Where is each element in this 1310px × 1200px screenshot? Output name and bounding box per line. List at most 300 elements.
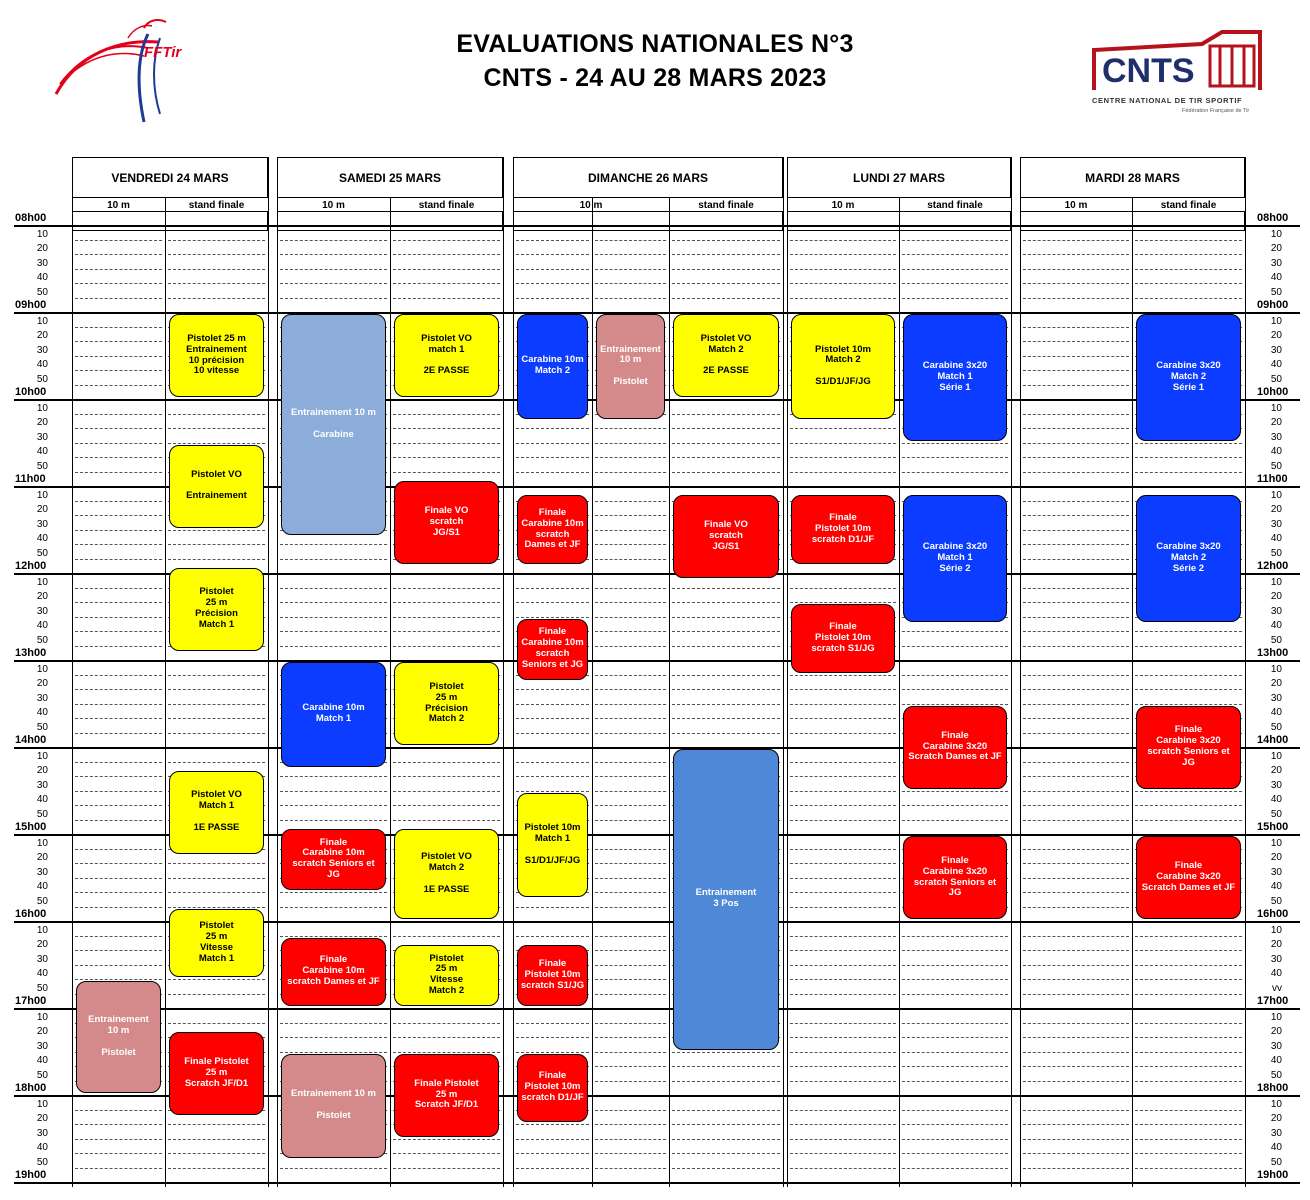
- minute-label-left: 20: [36, 417, 48, 428]
- minute-line: [1023, 733, 1129, 734]
- schedule-event[interactable]: Entrainement 3 Pos: [673, 749, 779, 1050]
- minute-line: [672, 1081, 780, 1082]
- minute-line: [672, 1139, 780, 1140]
- column-divider: [1132, 198, 1133, 1187]
- minute-line: [1023, 283, 1129, 284]
- minute-label-right: 20: [1270, 330, 1282, 341]
- minute-label-left: 40: [36, 533, 48, 544]
- fftir-logo-text: FFTir: [144, 44, 182, 61]
- schedule-event[interactable]: Entrainement 10 m Pistolet: [596, 314, 665, 419]
- schedule-event[interactable]: Carabine 3x20 Match 1 Série 2: [903, 495, 1007, 622]
- schedule-event[interactable]: Finale Pistolet 25 m Scratch JF/D1: [394, 1054, 499, 1137]
- minute-line: [75, 298, 162, 299]
- minute-line: [393, 1037, 500, 1038]
- minute-line: [672, 1052, 780, 1053]
- minute-line: [75, 588, 162, 589]
- minute-line: [595, 675, 666, 676]
- schedule-event[interactable]: Finale Pistolet 25 m Scratch JF/D1: [169, 1032, 264, 1115]
- minute-line: [1023, 269, 1129, 270]
- minute-line: [595, 631, 666, 632]
- minute-line: [1023, 892, 1129, 893]
- minute-label-left: 20: [36, 504, 48, 515]
- minute-line: [595, 269, 666, 270]
- schedule-event[interactable]: Carabine 3x20 Match 2 Série 2: [1136, 495, 1241, 622]
- hour-label-left: 17h00: [15, 995, 47, 1007]
- minute-line: [168, 443, 265, 444]
- minute-line: [790, 1037, 896, 1038]
- schedule-event[interactable]: Pistolet VO match 1 2E PASSE: [394, 314, 499, 397]
- cnts-logo-text: CNTS: [1102, 52, 1195, 90]
- minute-line: [1023, 675, 1129, 676]
- minute-line: [1023, 907, 1129, 908]
- day-header: VENDREDI 24 MARS: [72, 157, 268, 198]
- minute-line: [902, 689, 1008, 690]
- day-header: SAMEDI 25 MARS: [277, 157, 503, 198]
- minute-label-right: vv: [1272, 982, 1282, 994]
- day-header: LUNDI 27 MARS: [787, 157, 1011, 198]
- minute-line: [595, 254, 666, 255]
- schedule-event[interactable]: Finale Carabine 3x20 scratch Seniors et JG: [903, 836, 1007, 919]
- minute-label-right: 10: [1270, 576, 1282, 588]
- schedule-event[interactable]: Carabine 10m Match 2: [517, 314, 588, 419]
- schedule-event[interactable]: Pistolet VO Match 2 2E PASSE: [673, 314, 779, 397]
- minute-label-right: 40: [1270, 1055, 1282, 1066]
- minute-line: [393, 1168, 500, 1169]
- minute-line: [516, 457, 589, 458]
- minute-label-left: 50: [36, 895, 48, 907]
- minute-line: [280, 1023, 387, 1024]
- minute-label-right: 50: [1270, 460, 1282, 472]
- minute-line: [168, 907, 265, 908]
- minute-line: [168, 240, 265, 241]
- schedule-event[interactable]: Pistolet 25 m Précision Match 1: [169, 568, 264, 651]
- minute-label-right: 20: [1270, 1026, 1282, 1037]
- column-divider: [592, 198, 593, 1187]
- minute-label-left: 40: [36, 968, 48, 979]
- minute-line: [1135, 1037, 1242, 1038]
- schedule-event[interactable]: Pistolet VO Match 2 1E PASSE: [394, 829, 499, 919]
- minute-label-right: 40: [1270, 359, 1282, 370]
- minute-label-right: 10: [1270, 315, 1282, 327]
- minute-line: [516, 733, 589, 734]
- minute-line: [75, 617, 162, 618]
- minute-line: [790, 254, 896, 255]
- hour-label-left: 18h00: [15, 1082, 47, 1094]
- schedule-event[interactable]: Finale Carabine 3x20 Scratch Dames et JF: [1136, 836, 1241, 919]
- schedule-event[interactable]: Entrainement 10 m Carabine: [281, 314, 386, 535]
- minute-label-left: 40: [36, 1142, 48, 1153]
- minute-label-left: 10: [36, 837, 48, 849]
- minute-line: [902, 646, 1008, 647]
- minute-line: [595, 1023, 666, 1024]
- minute-line: [1135, 1023, 1242, 1024]
- minute-label-right: 40: [1270, 1142, 1282, 1153]
- minute-line: [516, 602, 589, 603]
- minute-line: [168, 1168, 265, 1169]
- minute-line: [790, 1153, 896, 1154]
- schedule-event[interactable]: Entrainement 10 m Pistolet: [281, 1054, 386, 1159]
- minute-line: [595, 646, 666, 647]
- minute-line: [790, 602, 896, 603]
- minute-line: [595, 240, 666, 241]
- schedule-event[interactable]: Pistolet 25 m Entrainement 10 précision 10 vitesse: [169, 314, 264, 397]
- minute-label-right: 10: [1270, 1011, 1282, 1023]
- minute-line: [280, 820, 387, 821]
- minute-line: [595, 428, 666, 429]
- minute-label-right: 20: [1270, 1113, 1282, 1124]
- minute-line: [168, 878, 265, 879]
- minute-line: [516, 689, 589, 690]
- minute-line: [1135, 791, 1242, 792]
- minute-line: [168, 1124, 265, 1125]
- hour-label-right: 08h00: [1257, 212, 1289, 224]
- schedule-event[interactable]: Carabine 3x20 Match 1 Série 1: [903, 314, 1007, 441]
- minute-label-left: 10: [36, 576, 48, 588]
- minute-label-right: 50: [1270, 1069, 1282, 1081]
- minute-label-left: 20: [36, 852, 48, 863]
- minute-line: [280, 892, 387, 893]
- subcolumn-header-stand-finale: stand finale: [188, 200, 245, 211]
- minute-line: [75, 1124, 162, 1125]
- schedule-event[interactable]: Pistolet 25 m Vitesse Match 2: [394, 945, 499, 1006]
- minute-line: [595, 704, 666, 705]
- minute-line: [393, 443, 500, 444]
- minute-line: [902, 950, 1008, 951]
- minute-line: [516, 718, 589, 719]
- minute-line: [1023, 776, 1129, 777]
- minute-label-left: 30: [36, 1040, 48, 1052]
- schedule-event[interactable]: Finale VO scratch JG/S1: [673, 495, 779, 578]
- minute-line: [672, 443, 780, 444]
- schedule-event[interactable]: Entrainement 10 m Pistolet: [76, 981, 161, 1093]
- subcolumn-header-10m: 10 m: [107, 200, 130, 211]
- minute-line: [672, 428, 780, 429]
- minute-line: [1135, 994, 1242, 995]
- minute-line: [790, 863, 896, 864]
- schedule-event[interactable]: Finale Pistolet 10m scratch D1/JF: [517, 1054, 588, 1123]
- minute-line: [595, 878, 666, 879]
- schedule-event[interactable]: Carabine 3x20 Match 2 Série 1: [1136, 314, 1241, 441]
- minute-line: [168, 254, 265, 255]
- minute-label-left: 40: [36, 794, 48, 805]
- minute-label-right: 20: [1270, 852, 1282, 863]
- minute-line: [393, 298, 500, 299]
- minute-line: [790, 762, 896, 763]
- schedule-event[interactable]: Finale Carabine 3x20 Scratch Dames et JF: [903, 706, 1007, 789]
- minute-line: [790, 704, 896, 705]
- minute-label-right: 30: [1270, 779, 1282, 791]
- minute-label-left: 40: [36, 707, 48, 718]
- minute-line: [280, 588, 387, 589]
- minute-line: [790, 849, 896, 850]
- minute-line: [75, 501, 162, 502]
- minute-line: [790, 878, 896, 879]
- minute-line: [75, 965, 162, 966]
- minute-label-left: 50: [36, 634, 48, 646]
- minute-line: [75, 631, 162, 632]
- minute-line: [75, 892, 162, 893]
- minute-line: [1023, 791, 1129, 792]
- minute-line: [790, 805, 896, 806]
- minute-label-left: 10: [36, 402, 48, 414]
- subcolumn-header-stand-finale: stand finale: [1160, 200, 1217, 211]
- hour-label-right: 14h00: [1257, 734, 1289, 746]
- minute-line: [902, 675, 1008, 676]
- minute-label-right: 50: [1270, 895, 1282, 907]
- schedule-event[interactable]: Finale Carabine 10m scratch Seniors et JG: [281, 829, 386, 890]
- minute-label-left: 50: [36, 1069, 48, 1081]
- minute-label-right: 10: [1270, 750, 1282, 762]
- minute-line: [393, 1052, 500, 1053]
- schedule-event[interactable]: Carabine 10m Match 1: [281, 662, 386, 767]
- schedule-event[interactable]: Pistolet 10m Match 2 S1/D1/JF/JG: [791, 314, 895, 419]
- minute-line: [75, 1110, 162, 1111]
- minute-label-left: 50: [36, 1156, 48, 1168]
- minute-label-left: 40: [36, 881, 48, 892]
- minute-line: [1023, 356, 1129, 357]
- minute-line: [280, 1037, 387, 1038]
- minute-line: [168, 269, 265, 270]
- minute-line: [790, 689, 896, 690]
- minute-line: [595, 892, 666, 893]
- subcolumn-header-10m: 10 m: [579, 200, 603, 211]
- minute-line: [902, 1066, 1008, 1067]
- schedule-event[interactable]: Finale Carabine 10m scratch Dames et JF: [281, 938, 386, 1007]
- minute-line: [902, 965, 1008, 966]
- minute-line: [168, 675, 265, 676]
- minute-label-right: 40: [1270, 794, 1282, 805]
- minute-label-right: 30: [1270, 1127, 1282, 1139]
- minute-line: [393, 776, 500, 777]
- hour-label-left: 08h00: [15, 212, 47, 224]
- minute-line: [280, 631, 387, 632]
- minute-line: [280, 283, 387, 284]
- minute-line: [595, 617, 666, 618]
- minute-line: [75, 675, 162, 676]
- minute-line: [516, 269, 589, 270]
- minute-line: [902, 805, 1008, 806]
- hour-label-left: 11h00: [15, 473, 46, 485]
- minute-label-right: 10: [1270, 489, 1282, 501]
- minute-line: [393, 1139, 500, 1140]
- hour-label-right: 10h00: [1257, 386, 1289, 398]
- schedule-event[interactable]: Pistolet VO Entrainement: [169, 445, 264, 528]
- minute-line: [790, 936, 896, 937]
- minute-line: [595, 457, 666, 458]
- schedule-event[interactable]: Finale Carabine 3x20 scratch Seniors et JG: [1136, 706, 1241, 789]
- minute-line: [1135, 979, 1242, 980]
- schedule-event[interactable]: Finale Carabine 10m scratch Seniors et JG: [517, 619, 588, 680]
- page-title-line1: EVALUATIONS NATIONALES N°3: [456, 30, 854, 58]
- minute-line: [1135, 675, 1242, 676]
- schedule-event[interactable]: Pistolet VO Match 1 1E PASSE: [169, 771, 264, 854]
- minute-label-left: 20: [36, 678, 48, 689]
- hour-label-right: 17h00: [1257, 995, 1289, 1007]
- minute-line: [393, 588, 500, 589]
- minute-line: [1023, 878, 1129, 879]
- hour-label-left: 12h00: [15, 560, 47, 572]
- minute-label-right: 10: [1270, 924, 1282, 936]
- day-header: MARDI 28 MARS: [1020, 157, 1245, 198]
- minute-line: [1023, 965, 1129, 966]
- minute-line: [75, 1139, 162, 1140]
- minute-line: [75, 283, 162, 284]
- minute-line: [672, 718, 780, 719]
- day-header: DIMANCHE 26 MARS: [513, 157, 783, 198]
- minute-line: [75, 704, 162, 705]
- minute-line: [1023, 849, 1129, 850]
- minute-line: [280, 805, 387, 806]
- subcolumn-header-10m: 10 m: [1064, 200, 1088, 211]
- minute-label-left: 50: [36, 721, 48, 733]
- minute-line: [168, 1153, 265, 1154]
- minute-line: [672, 269, 780, 270]
- schedule-event[interactable]: Finale VO scratch JG/S1: [394, 481, 499, 564]
- minute-line: [1135, 298, 1242, 299]
- minute-line: [75, 240, 162, 241]
- minute-label-left: 50: [36, 547, 48, 559]
- schedule-event[interactable]: Finale Pistolet 10m scratch S1/JG: [791, 604, 895, 673]
- minute-line: [393, 617, 500, 618]
- minute-line: [1135, 704, 1242, 705]
- minute-line: [672, 689, 780, 690]
- minute-line: [393, 428, 500, 429]
- minute-line: [75, 805, 162, 806]
- minute-line: [902, 457, 1008, 458]
- minute-line: [790, 298, 896, 299]
- minute-line: [1135, 443, 1242, 444]
- minute-line: [595, 544, 666, 545]
- minute-label-right: 20: [1270, 243, 1282, 254]
- minute-line: [1023, 559, 1129, 560]
- minute-line: [595, 979, 666, 980]
- minute-label-left: 50: [36, 373, 48, 385]
- minute-line: [393, 646, 500, 647]
- schedule-event[interactable]: Pistolet 25 m Précision Match 2: [394, 662, 499, 745]
- minute-line: [595, 805, 666, 806]
- minute-label-left: 20: [36, 1026, 48, 1037]
- minute-line: [393, 269, 500, 270]
- minute-line: [790, 994, 896, 995]
- schedule-event[interactable]: Pistolet 10m Match 1 S1/D1/JF/JG: [517, 793, 588, 898]
- minute-line: [280, 907, 387, 908]
- minute-line: [75, 776, 162, 777]
- minute-line: [280, 1168, 387, 1169]
- minute-label-right: 10: [1270, 228, 1282, 240]
- minute-line: [595, 1168, 666, 1169]
- schedule-event[interactable]: Pistolet 25 m Vitesse Match 1: [169, 909, 264, 978]
- minute-label-right: 50: [1270, 286, 1282, 298]
- minute-line: [672, 631, 780, 632]
- rooster-logo-icon: [48, 14, 228, 126]
- minute-line: [1023, 646, 1129, 647]
- minute-label-right: 30: [1270, 866, 1282, 878]
- minute-line: [516, 1052, 589, 1053]
- minute-label-left: 40: [36, 1055, 48, 1066]
- header-blank-box: [513, 211, 783, 231]
- minute-line: [168, 863, 265, 864]
- hour-label-left: 14h00: [15, 734, 47, 746]
- minute-label-right: 40: [1270, 620, 1282, 631]
- minute-line: [902, 283, 1008, 284]
- schedule-event[interactable]: Finale Pistolet 10m scratch D1/JF: [791, 495, 895, 564]
- minute-line: [516, 283, 589, 284]
- minute-line: [1135, 254, 1242, 255]
- minute-label-right: 20: [1270, 417, 1282, 428]
- minute-line: [1023, 1023, 1129, 1024]
- minute-line: [595, 689, 666, 690]
- minute-line: [75, 414, 162, 415]
- minute-label-right: 10: [1270, 1098, 1282, 1110]
- subcolumn-header-10m: 10 m: [322, 200, 345, 211]
- minute-line: [393, 602, 500, 603]
- minute-line: [902, 631, 1008, 632]
- minute-line: [1135, 1124, 1242, 1125]
- minute-label-right: 30: [1270, 344, 1282, 356]
- minute-line: [1135, 1153, 1242, 1154]
- minute-line: [672, 457, 780, 458]
- minute-label-right: 10: [1270, 837, 1282, 849]
- minute-line: [902, 472, 1008, 473]
- minute-line: [75, 791, 162, 792]
- minute-line: [75, 559, 162, 560]
- minute-line: [393, 791, 500, 792]
- minute-line: [393, 472, 500, 473]
- minute-line: [168, 559, 265, 560]
- minute-line: [790, 269, 896, 270]
- minute-label-left: 40: [36, 620, 48, 631]
- minute-label-left: 30: [36, 605, 48, 617]
- minute-line: [168, 530, 265, 531]
- minute-line: [75, 950, 162, 951]
- minute-line: [1023, 457, 1129, 458]
- fftir-logo: [48, 14, 228, 126]
- subcolumn-header-stand-finale: stand finale: [418, 200, 475, 211]
- hour-line: [14, 747, 1300, 749]
- minute-line: [672, 254, 780, 255]
- minute-line: [1023, 936, 1129, 937]
- hour-label-left: 10h00: [15, 386, 47, 398]
- minute-label-right: 50: [1270, 373, 1282, 385]
- minute-line: [280, 254, 387, 255]
- minute-line: [790, 1081, 896, 1082]
- minute-line: [672, 414, 780, 415]
- minute-line: [595, 718, 666, 719]
- minute-line: [902, 1052, 1008, 1053]
- minute-line: [75, 820, 162, 821]
- minute-line: [595, 994, 666, 995]
- schedule-event[interactable]: Finale Pistolet 10m scratch S1/JG: [517, 945, 588, 1006]
- schedule-event[interactable]: Finale Carabine 10m scratch Dames et JF: [517, 495, 588, 564]
- minute-line: [595, 515, 666, 516]
- minute-label-left: 50: [36, 286, 48, 298]
- minute-line: [516, 1153, 589, 1154]
- minute-line: [280, 791, 387, 792]
- minute-line: [1135, 1139, 1242, 1140]
- minute-line: [516, 1124, 589, 1125]
- minute-line: [168, 1023, 265, 1024]
- minute-line: [516, 472, 589, 473]
- minute-line: [595, 1139, 666, 1140]
- minute-label-left: 30: [36, 431, 48, 443]
- minute-label-left: 40: [36, 272, 48, 283]
- minute-line: [393, 240, 500, 241]
- minute-line: [393, 762, 500, 763]
- minute-line: [1135, 646, 1242, 647]
- minute-line: [790, 733, 896, 734]
- minute-line: [902, 1110, 1008, 1111]
- minute-label-left: 10: [36, 228, 48, 240]
